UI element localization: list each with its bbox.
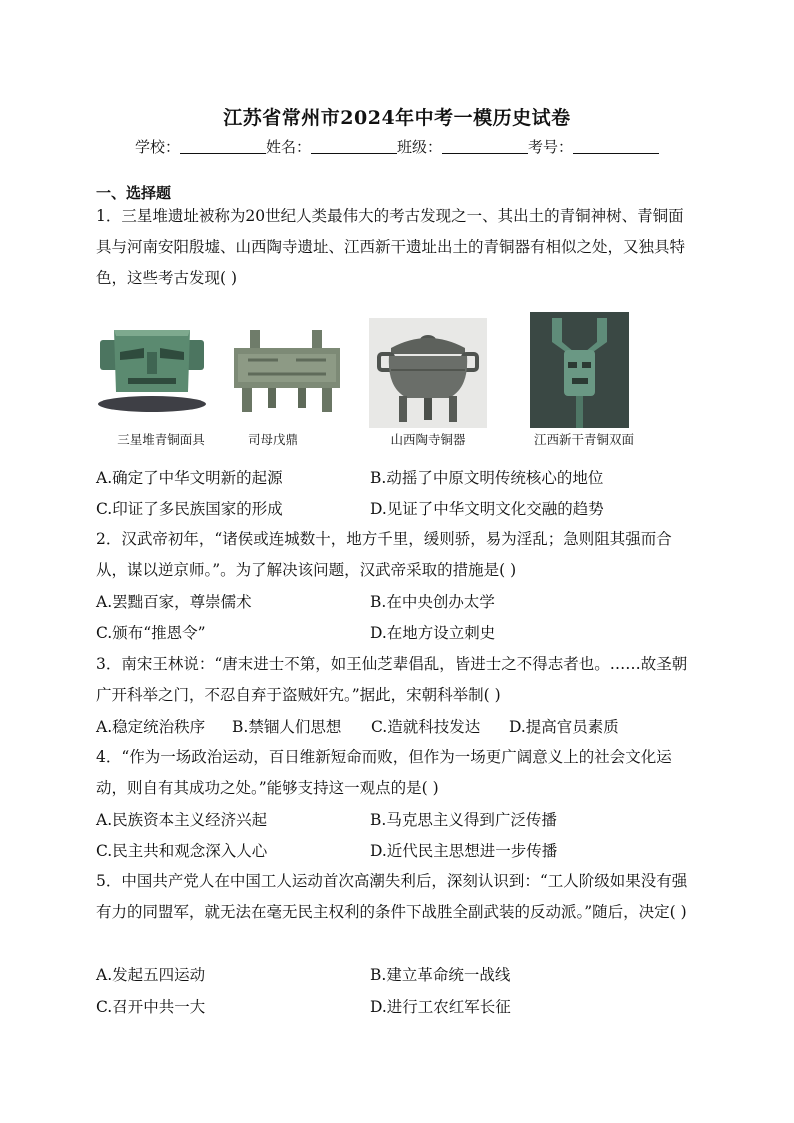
q2-option-d[interactable]: D.在地方设立刺史 (370, 624, 496, 642)
name-blank[interactable] (311, 139, 397, 154)
number-blank[interactable] (573, 139, 659, 154)
school-label: 学校： (134, 138, 180, 156)
q1-option-d[interactable]: D.见证了中华文明文化交融的趋势 (370, 500, 604, 518)
q3-option-a[interactable]: A.稳定统治秩序 (96, 718, 206, 736)
name-label: 姓名： (265, 138, 311, 156)
class-blank[interactable] (442, 139, 528, 154)
number-label: 考号： (528, 138, 574, 156)
q5-option-a[interactable]: A.发起五四运动 (96, 966, 206, 984)
q3-option-c[interactable]: C.造就科技发达 (371, 718, 481, 736)
q4-option-b[interactable]: B.马克思主义得到广泛传播 (370, 811, 557, 829)
exam-title: 江苏省常州市2024年中考一模历史试卷 (223, 107, 571, 129)
q5-option-c[interactable]: C.召开中共一大 (96, 998, 206, 1016)
q1-option-a[interactable]: A.确定了中华文明新的起源 (96, 469, 283, 487)
q2-option-a[interactable]: A.罢黜百家，尊崇儒术 (96, 593, 252, 611)
xingan-double-face-image (530, 312, 629, 428)
bronze-mask-image (96, 322, 208, 414)
student-info-line (0, 136, 794, 157)
class-label: 班级： (397, 138, 443, 156)
q4-option-d[interactable]: D.近代民主思想进一步传播 (370, 842, 558, 860)
simuwu-ding-image (228, 330, 346, 414)
q4-stem: 4．“作为一场政治运动，百日维新短命而败，但作为一场更广阔意义上的社会文化运动，则自有其成功之处。”能够支持这一观点的是( ) (96, 748, 672, 797)
q3-option-b[interactable]: B.禁锢人们思想 (232, 718, 342, 736)
q3-option-d[interactable]: D.提高官员素质 (509, 718, 619, 736)
q4-option-c[interactable]: C.民主共和观念深入人心 (96, 842, 268, 860)
q5-stem: 5．中国共产党人在中国工人运动首次高潮失利后，深刻认识到：“工人阶级如果没有强有力的同盟军，就无法在毫无民主权利的条件下战胜全副武装的反动派。”随后，决定( ) (96, 872, 688, 921)
q1-stem: 1．三星堆遗址被称为20世纪人类最伟大的考古发现之一、其出土的青铜神树、青铜面具与河南安阳殷墟、山西陶寺遗址、江西新干遗址出土的青铜器有相似之处，又独具特色，这些考古发现( ) (96, 207, 686, 287)
caption-xingan-double-face: 江西新干青铜双面 (533, 432, 634, 447)
taosi-bronze-image (369, 318, 487, 428)
q4-option-a[interactable]: A.民族资本主义经济兴起 (96, 811, 268, 829)
caption-taosi-bronze: 山西陶寺铜器 (390, 432, 466, 447)
q5-option-b[interactable]: B.建立革命统一战线 (370, 966, 511, 984)
q3-stem: 3．南宋王林说：“唐末进士不第，如王仙芝辈倡乱，皆进士之不得志者也。……故圣朝广开科举之门，不忍自弃于盗贼奸宄。”据此，宋朝科举制( ) (96, 655, 688, 704)
q2-stem: 2．汉武帝初年，“诸侯或连城数十，地方千里，缓则骄，易为淫乱；急则阻其强而合从，谋以逆京师。”。为了解决该问题，汉武帝采取的措施是( ) (96, 530, 672, 579)
q2-option-b[interactable]: B.在中央创办太学 (370, 593, 495, 611)
caption-sanxingdui-mask: 三星堆青铜面具 (117, 432, 205, 447)
q1-option-c[interactable]: C.印证了多民族国家的形成 (96, 500, 283, 518)
caption-simuwu-ding: 司母戊鼎 (247, 432, 298, 447)
q1-option-b[interactable]: B.动摇了中原文明传统核心的地位 (370, 469, 604, 487)
school-blank[interactable] (180, 139, 266, 154)
section-heading: 一、选择题 (96, 184, 172, 202)
q5-option-d[interactable]: D.进行工农红军长征 (370, 998, 511, 1016)
q2-option-c[interactable]: C.颁布“推恩令” (96, 624, 206, 642)
